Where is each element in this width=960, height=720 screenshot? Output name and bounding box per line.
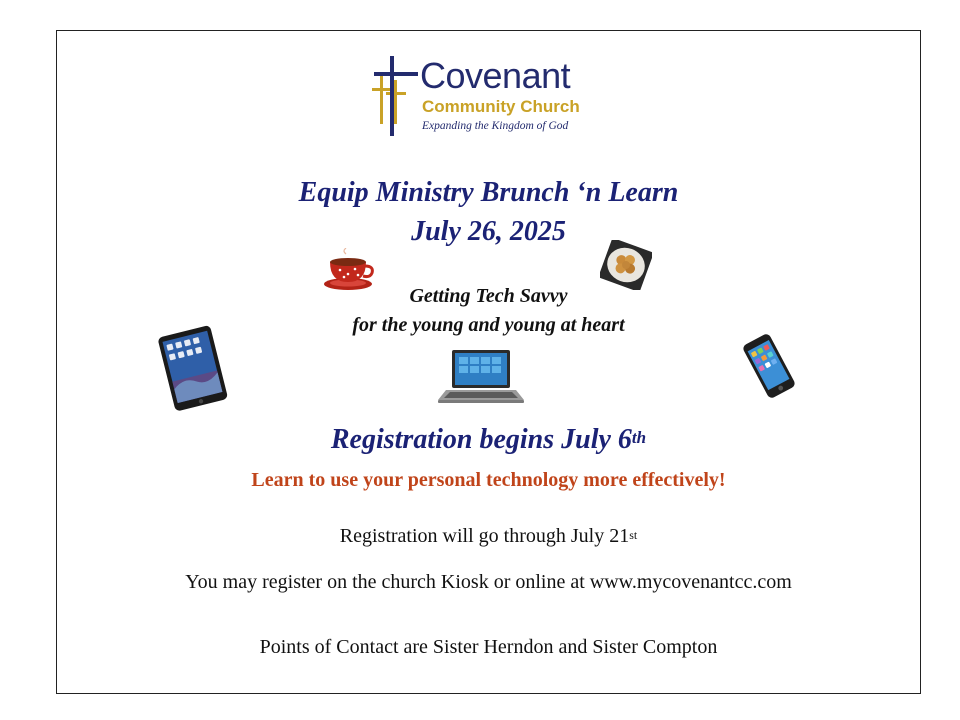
pastry-plate-icon (600, 240, 652, 290)
laptop-icon (436, 346, 526, 408)
register-info: You may register on the church Kiosk or online at www.mycovenantcc.com (185, 571, 792, 593)
tablet-icon (152, 324, 236, 414)
topic-line-2: for the young and young at heart (352, 314, 625, 336)
registration-through-text: Registration will go through July 21 (339, 525, 630, 547)
smartphone-icon (732, 334, 806, 398)
registration-through-suffix: st (629, 528, 638, 542)
registration-begins (56, 422, 921, 458)
registration-begins-suffix: th (631, 428, 647, 447)
logo-tagline: Expanding the Kingdom of God (422, 120, 569, 132)
registration-through (56, 523, 921, 549)
topic-line-1: Getting Tech Savvy (409, 285, 568, 307)
logo-subtitle: Community Church (422, 97, 580, 116)
event-date: July 26, 2025 (411, 216, 566, 247)
church-logo (370, 52, 600, 142)
event-title: Equip Ministry Brunch ‘n Learn (298, 177, 679, 208)
logo-name: Covenant (420, 55, 571, 96)
registration-begins-text: Registration begins July 6 (330, 424, 632, 455)
learn-tagline: Learn to use your personal technology more effectively! (251, 469, 726, 491)
points-of-contact: Points of Contact are Sister Herndon and Sister Compton (259, 636, 718, 658)
crosses-icon (370, 54, 420, 138)
